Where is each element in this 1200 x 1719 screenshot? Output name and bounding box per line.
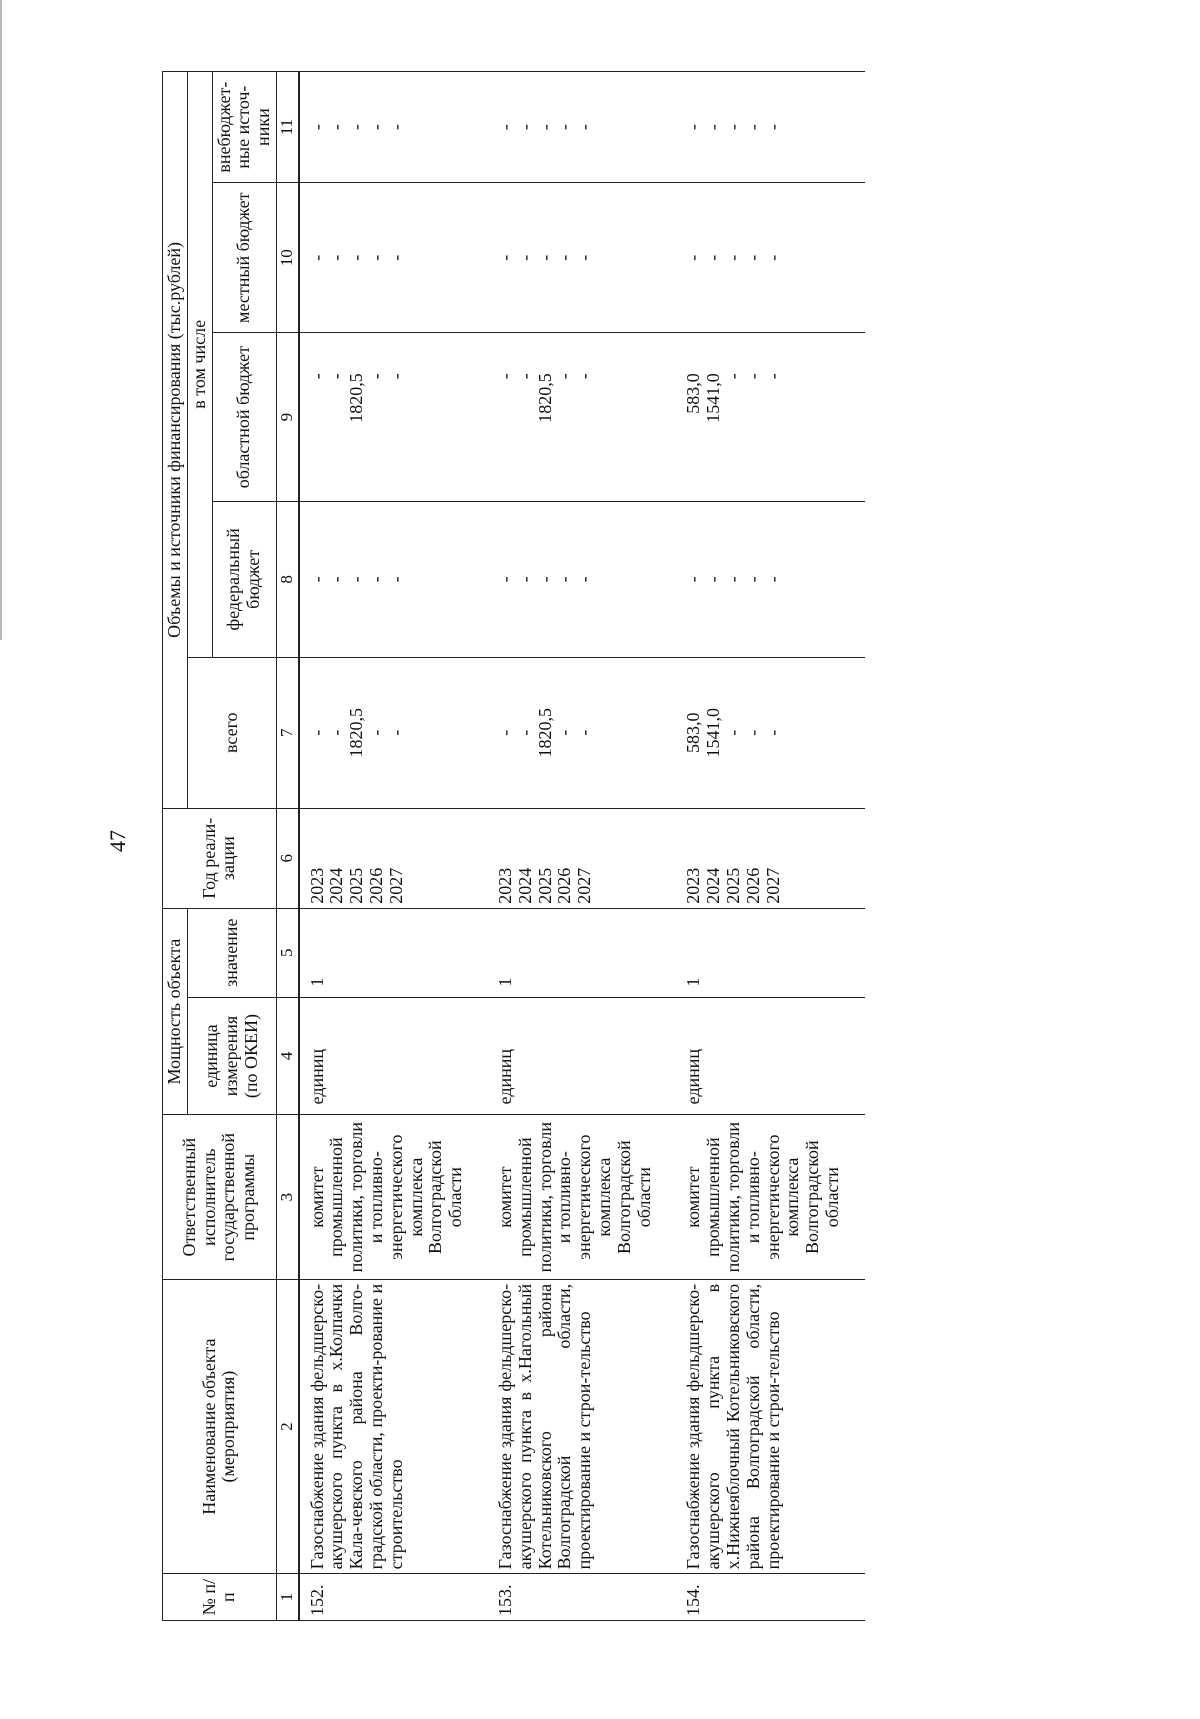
power-value: 1 (676, 908, 864, 997)
column-number: 1 (276, 1574, 298, 1621)
total-amount: 583,0 1541,0 - - - (676, 657, 864, 808)
total-amount: - - 1820,5 - - (299, 657, 488, 808)
external-amount: - - - - - (488, 72, 676, 183)
object-name: Газоснабжение здания фельдшерско-акушерского пункта в х.Нижнеяблочный Котельниковского района Волгоградской области, проектирование и строи-тельство (676, 1279, 864, 1573)
unit: единиц (676, 997, 864, 1115)
row-number: 153. (488, 1574, 676, 1621)
local-amount: - - - - - (676, 183, 864, 333)
header-num: № п/п (163, 1574, 277, 1621)
header-power: Мощность объекта (163, 908, 188, 1115)
column-number: 8 (276, 502, 298, 658)
header-unit: единица измерения (по ОКЕИ) (187, 997, 276, 1115)
external-amount: - - - - - (299, 72, 488, 183)
header-external: внебюджет-ные источ-ники (212, 72, 276, 183)
header-executor: Ответственный исполнитель государственной программы (163, 1115, 277, 1279)
years: 2023 2024 2025 2026 2027 (676, 808, 864, 908)
investment-table (162, 71, 865, 1621)
header-total: всего (187, 657, 276, 808)
header-year: Год реали-зации (163, 808, 277, 908)
row-number: 154. (676, 1574, 864, 1621)
header-funding: Объемы и источники финансирования (тыс.рублей) (163, 72, 188, 809)
header-name: Наименование объекта (мероприятия) (163, 1279, 277, 1573)
scan-edge (0, 0, 2, 640)
page-number: 47 (105, 830, 130, 852)
row-number: 152. (299, 1574, 488, 1621)
column-number: 9 (276, 333, 298, 502)
table-row (676, 72, 864, 1621)
column-number: 3 (276, 1115, 298, 1279)
column-number: 4 (276, 997, 298, 1115)
header-value: значение (187, 908, 276, 997)
header-regional: областной бюджет (212, 333, 276, 502)
column-number: 6 (276, 808, 298, 908)
power-value: 1 (488, 908, 676, 997)
federal-amount: - - - - - (488, 502, 676, 658)
column-number-row (276, 72, 298, 1621)
unit: единиц (488, 997, 676, 1115)
object-name: Газоснабжение здания фельдшерско-акушерского пункта в х.Нагольный Котельниковского района Волгоградской области, проектирование и строи-тельство (488, 1279, 676, 1573)
regional-amount: - - 1820,5 - - (488, 333, 676, 502)
external-amount: - - - - - (676, 72, 864, 183)
regional-amount: - - 1820,5 - - (299, 333, 488, 502)
object-name: Газоснабжение здания фельдшерско-акушерского пункта в х.Колпачки Кала-чевского района Волго-градской области, проекти-рование и строительство (299, 1279, 488, 1573)
executor: комитет промышленной политики, торговли и топливно-энергетического комплекса Волгоградской области (299, 1115, 488, 1279)
column-number: 7 (276, 657, 298, 808)
power-value: 1 (299, 908, 488, 997)
federal-amount: - - - - - (299, 502, 488, 658)
column-number: 10 (276, 183, 298, 333)
table-row (488, 72, 676, 1621)
column-number: 11 (276, 72, 298, 183)
rotated-table-wrapper (162, 71, 1042, 1621)
local-amount: - - - - - (299, 183, 488, 333)
regional-amount: 583,0 1541,0 - - - (676, 333, 864, 502)
column-number: 2 (276, 1279, 298, 1573)
years: 2023 2024 2025 2026 2027 (488, 808, 676, 908)
header-local: местный бюджет (212, 183, 276, 333)
years: 2023 2024 2025 2026 2027 (299, 808, 488, 908)
header-row-1 (163, 72, 188, 1621)
executor: комитет промышленной политики, торговли и топливно-энергетического комплекса Волгоградской области (676, 1115, 864, 1279)
executor: комитет промышленной политики, торговли и топливно-энергетического комплекса Волгоградской области (488, 1115, 676, 1279)
unit: единиц (299, 997, 488, 1115)
header-incl: в том числе (187, 72, 212, 658)
federal-amount: - - - - - (676, 502, 864, 658)
local-amount: - - - - - (488, 183, 676, 333)
table-row (299, 72, 488, 1621)
column-number: 5 (276, 908, 298, 997)
header-federal: федеральный бюджет (212, 502, 276, 658)
total-amount: - - 1820,5 - - (488, 657, 676, 808)
